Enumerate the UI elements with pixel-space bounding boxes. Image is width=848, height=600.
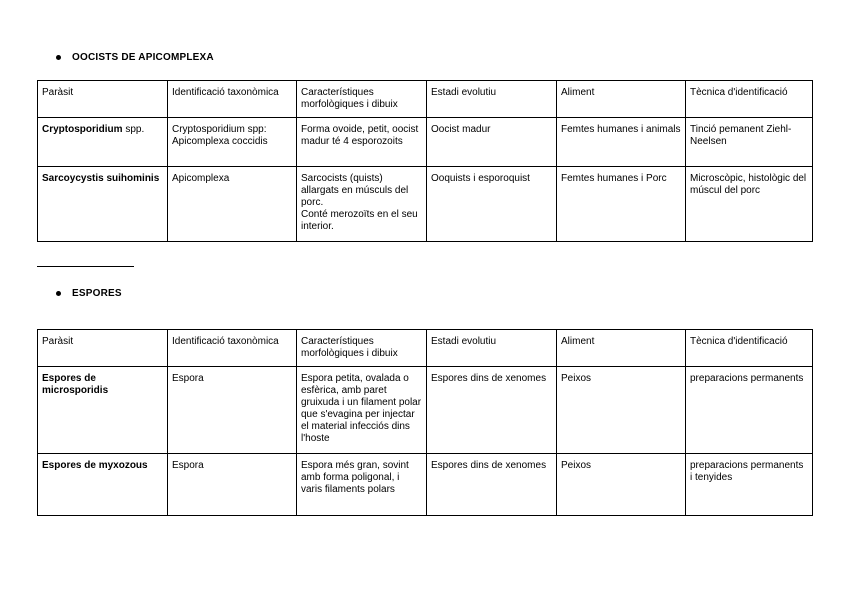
bullet-icon	[56, 55, 61, 60]
header-aliment: Aliment	[557, 330, 686, 367]
cell-estadi: Oocist madur	[427, 118, 557, 167]
divider-line	[37, 266, 134, 267]
header-morfologia: Característiques morfològiques i dibuix	[297, 330, 427, 367]
cell-morfologia: Espora més gran, sovint amb forma poligonal, i varis filaments polars	[297, 454, 427, 516]
cell-estadi: Espores dins de xenomes	[427, 454, 557, 516]
header-parasit: Paràsit	[38, 330, 168, 367]
header-tecnica: Tècnica d'identificació	[686, 81, 813, 118]
table-row	[38, 167, 813, 242]
cell-parasit: Espores de microsporidis	[38, 367, 168, 454]
table-row	[38, 118, 813, 167]
table-header-row	[38, 81, 813, 118]
bullet-icon	[56, 291, 61, 296]
cell-aliment: Peixos	[557, 454, 686, 516]
header-parasit: Paràsit	[38, 81, 168, 118]
header-taxonomia: Identificació taxonòmica	[168, 81, 297, 118]
header-taxonomia: Identificació taxonòmica	[168, 330, 297, 367]
cell-tecnica: Tinció pemanent Ziehl-Neelsen	[686, 118, 813, 167]
parasit-name: Cryptosporidium	[42, 124, 123, 135]
cell-estadi: Ooquists i esporoquist	[427, 167, 557, 242]
cell-taxonomia: Apicomplexa	[168, 167, 297, 242]
cell-morfologia: Sarcocists (quists) allargats en músculs del porc. Conté merozoïts en el seu interior.	[297, 167, 427, 242]
cell-taxonomia: Cryptosporidium spp: Apicomplexa coccidis	[168, 118, 297, 167]
section-heading-espores	[56, 288, 122, 299]
section-heading-text: OOCISTS DE APICOMPLEXA	[72, 52, 214, 63]
section-heading-oocists	[56, 52, 214, 63]
parasit-suffix: spp.	[122, 124, 145, 135]
cell-aliment: Femtes humanes i animals	[557, 118, 686, 167]
header-tecnica: Tècnica d'identificació	[686, 330, 813, 367]
cell-parasit: Sarcoycystis suihominis	[38, 167, 168, 242]
cell-morfologia: Forma ovoide, petit, oocist madur té 4 esporozoits	[297, 118, 427, 167]
cell-morfologia: Espora petita, ovalada o esfèrica, amb paret gruixuda i un filament polar que s'evagina per injectar el material infecciós dins l'hoste	[297, 367, 427, 454]
cell-tecnica: Microscòpic, histològic del múscul del porc	[686, 167, 813, 242]
espores-table	[37, 329, 813, 516]
table-header-row	[38, 330, 813, 367]
table-row	[38, 367, 813, 454]
cell-taxonomia: Espora	[168, 454, 297, 516]
oocists-table	[37, 80, 813, 242]
header-aliment: Aliment	[557, 81, 686, 118]
cell-parasit	[38, 118, 168, 167]
section-heading-text: ESPORES	[72, 288, 122, 299]
cell-aliment: Femtes humanes i Porc	[557, 167, 686, 242]
header-estadi: Estadi evolutiu	[427, 81, 557, 118]
table-row	[38, 454, 813, 516]
cell-aliment: Peixos	[557, 367, 686, 454]
header-estadi: Estadi evolutiu	[427, 330, 557, 367]
cell-taxonomia: Espora	[168, 367, 297, 454]
header-morfologia: Característiques morfològiques i dibuix	[297, 81, 427, 118]
cell-estadi: Espores dins de xenomes	[427, 367, 557, 454]
cell-parasit: Espores de myxozous	[38, 454, 168, 516]
cell-tecnica: preparacions permanents	[686, 367, 813, 454]
cell-tecnica: preparacions permanents i tenyides	[686, 454, 813, 516]
